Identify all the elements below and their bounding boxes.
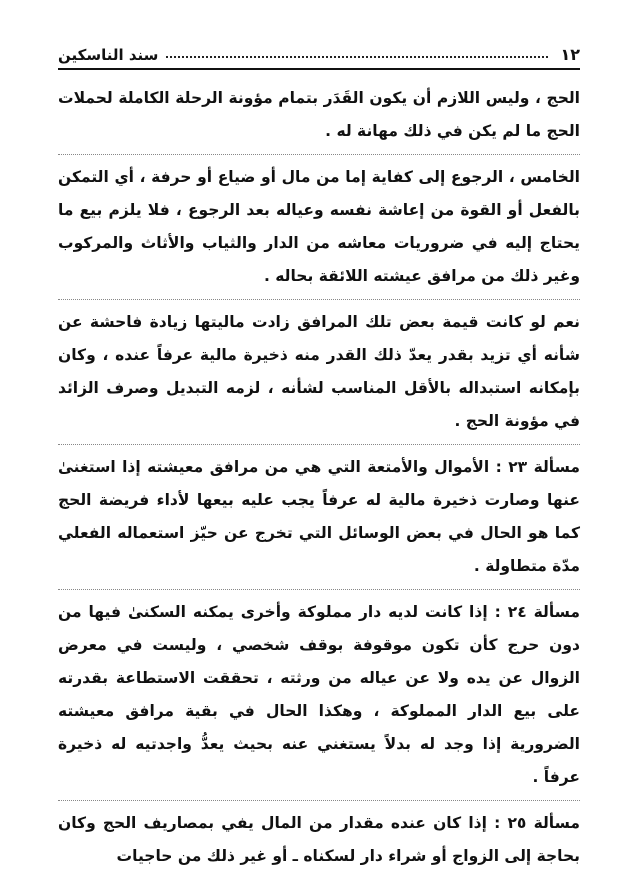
- issue-25: [58, 807, 580, 873]
- paragraph-hajj-cost: [58, 82, 580, 148]
- issue-text: : الأموال والأمتعة التي هي من مرافق معيشته إذا استغنىٰ عنها وصارت ذخيرة مالية له عرفاً يجب عليه بيعها لأداء فريضة الحج كما هو الحال في بعض الوسائل التي تخرج عن حيّز استعماله الفعلي مدّة متطاولة .: [58, 458, 580, 575]
- paragraph-label: الخامس: [520, 168, 580, 186]
- issue-label: مسألة ٢٤: [507, 603, 581, 621]
- paragraph-text: ، الرجوع إلى كفاية إما من مال أو ضياع أو حرفة ، أي التمكن بالفعل أو القوة من إعاشة نفسه وعياله بعد الرجوع ، فلا يلزم بيع ما يحتاج إليه في ضروريات معاشه من الدار والثياب والأثاث والمركوب وغير ذلك من مرافق عيشته اللائقة بحاله .: [58, 168, 580, 285]
- issue-label: مسألة ٢٥: [507, 814, 580, 832]
- running-header: [58, 38, 580, 64]
- issue-text: : إذا كان عنده مقدار من المال يفي بمصاريف الحج وكان بحاجة إلى الزواج أو شراء دار لسكناه ـ أو غير ذلك من حاجيات: [58, 814, 580, 865]
- paragraph-divider: [58, 589, 580, 590]
- paragraph-divider: [58, 154, 580, 155]
- book-title: سند الناسكين: [58, 46, 159, 64]
- paragraph-divider: [58, 800, 580, 801]
- issue-text: : إذا كانت لديه دار مملوكة وأخرى يمكنه السكنىٰ فيها من دون حرج كأن تكون موقوفة بوقف شخصي ، وليست في معرض الزوال عن يده ولا عن عياله من ورثته ، تحققت الاستطاعة بقدرته على بيع الدار المملوكة ، وهكذا الحال في بقية مرافق معيشته الضرورية إذا وجد له بدلاً يستغني عنه بحيث يعدُّ واجدتيه له ذخيرة عرفاً .: [58, 603, 580, 786]
- header-rule: [58, 68, 580, 70]
- page-number: ١٢: [560, 45, 580, 64]
- paragraph-exchange-surplus: [58, 306, 580, 438]
- paragraph-text: نعم لو كانت قيمة بعض تلك المرافق زادت ماليتها زيادة فاحشة عن شأنه أي تزيد بقدر يعدّ ذلك القدر منه ذخيرة مالية عرفاً عنده ، وكان بإمكانه استبداله بالأقل المناسب لشأنه ، لزمه التبديل وصرف الزائد في مؤونة الحج .: [58, 313, 580, 430]
- header-dot-leader: [166, 56, 548, 58]
- issue-23: [58, 451, 580, 583]
- paragraph-text: الحج ، وليس اللازم أن يكون القَدَر بتمام مؤونة الرحلة الكاملة لحملات الحج ما لم يكن في ذلك مهانة له .: [58, 89, 580, 140]
- issue-24: [58, 596, 580, 794]
- paragraph-fifth-condition: [58, 161, 580, 293]
- book-page: [58, 38, 580, 879]
- paragraph-divider: [58, 299, 580, 300]
- issue-label: مسألة ٢٣: [508, 458, 580, 476]
- paragraph-divider: [58, 444, 580, 445]
